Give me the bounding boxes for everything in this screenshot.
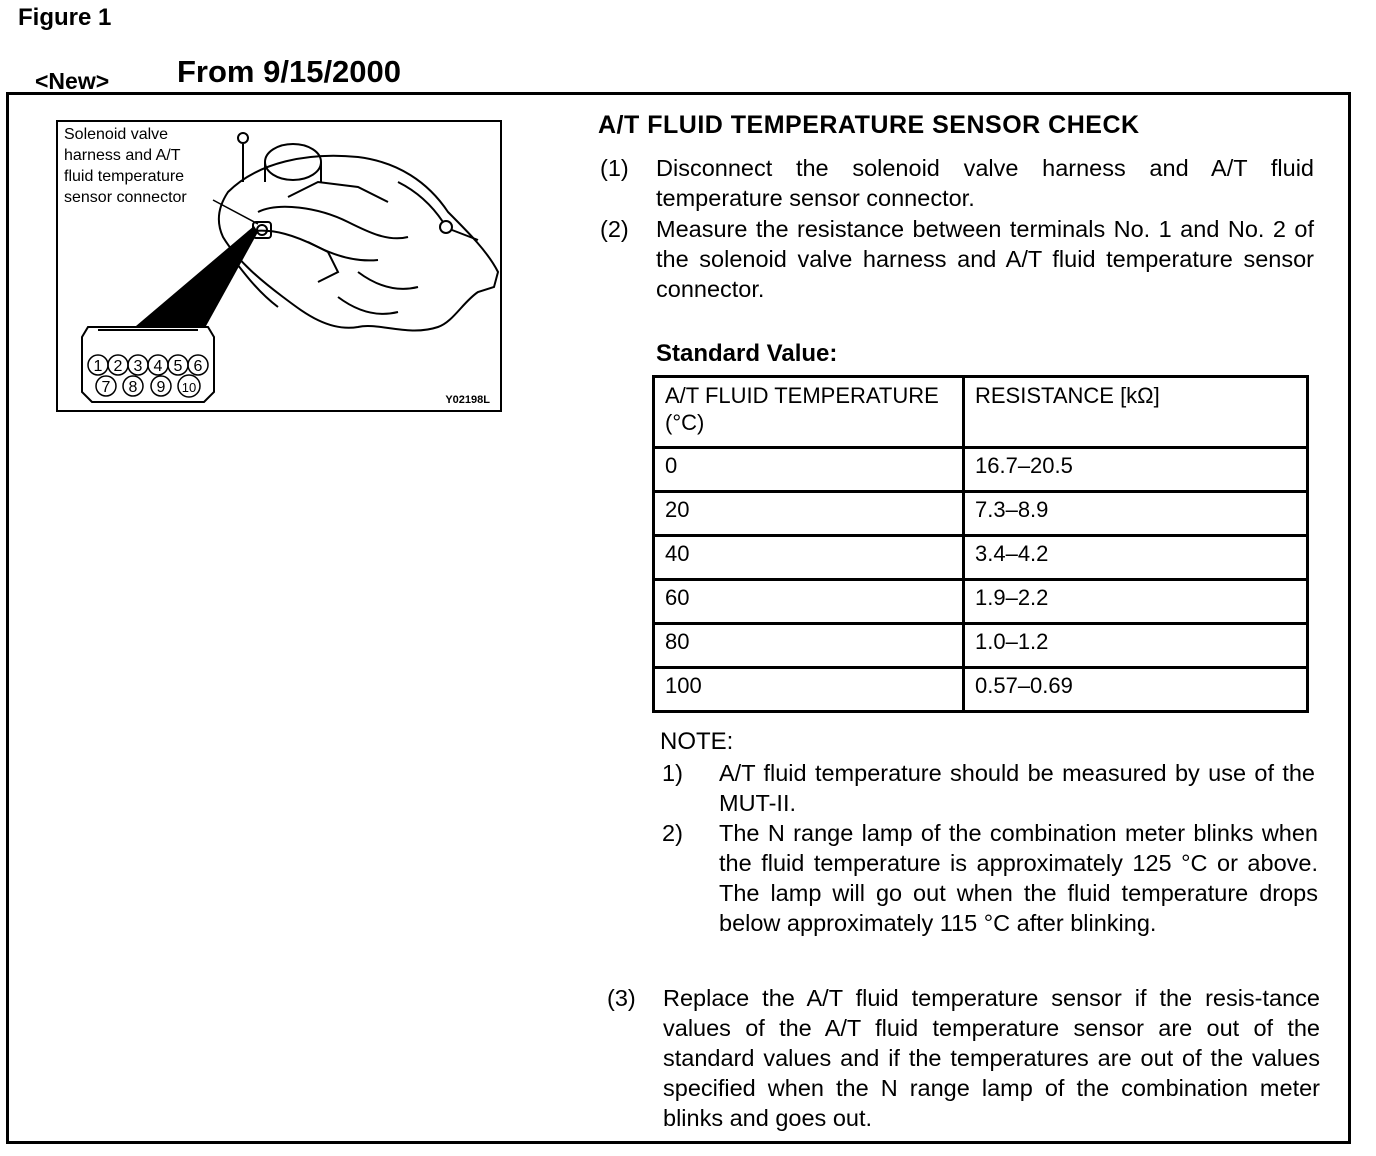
pin-label: 4: [153, 358, 163, 375]
pin-label: 7: [101, 379, 111, 396]
callout-line: Solenoid valve: [64, 126, 169, 143]
column-header-resistance: RESISTANCE [kΩ]: [964, 377, 1308, 448]
temperature-cell: 80: [654, 624, 964, 668]
step-text: Measure the resistance between terminals No. 1 and No. 2 of the solenoid valve harness and A/T fluid temperature sensor connector.: [656, 216, 1314, 302]
table-row: [654, 536, 1308, 580]
standard-value-table: [652, 375, 1309, 713]
figure-code: Y02198L: [445, 394, 490, 406]
resistance-cell: 3.4–4.2: [964, 536, 1308, 580]
resistance-cell: 16.7–20.5: [964, 448, 1308, 492]
procedure-step: [600, 214, 1314, 306]
temperature-cell: 40: [654, 536, 964, 580]
pin-label: 8: [128, 379, 138, 396]
pin-label: 3: [133, 358, 143, 375]
procedure-step: [600, 153, 1314, 215]
table-header-row: [654, 377, 1308, 448]
step-number: (3): [607, 985, 636, 1011]
temperature-cell: 0: [654, 448, 964, 492]
pin-label: 6: [193, 358, 203, 375]
pin-label: 9: [156, 379, 166, 396]
temperature-cell: 60: [654, 580, 964, 624]
resistance-cell: 1.0–1.2: [964, 624, 1308, 668]
pin-label: 10: [181, 380, 197, 395]
new-tag: <New>: [35, 68, 110, 94]
standard-value-label: Standard Value:: [656, 340, 838, 367]
transmission-illustration: [56, 120, 502, 412]
pin-label: 1: [93, 358, 103, 375]
callout-line: harness and A/T: [64, 147, 181, 164]
illustration-callout: [64, 124, 187, 208]
callout-line: fluid temperature: [64, 168, 185, 185]
note-title: NOTE:: [660, 728, 734, 755]
resistance-cell: 0.57–0.69: [964, 668, 1308, 712]
column-header-temperature: A/T FLUID TEMPERATURE (°C): [654, 377, 964, 448]
note-item: [662, 758, 1318, 820]
table-row: [654, 580, 1308, 624]
figure-label: Figure 1: [18, 4, 112, 31]
note-text: A/T fluid temperature should be measured by use of the MUT-II.: [719, 760, 1315, 816]
temperature-cell: 20: [654, 492, 964, 536]
pin-label: 5: [173, 358, 183, 375]
step-number: (1): [600, 155, 629, 181]
note-item: [662, 818, 1318, 970]
callout-line: sensor connector: [64, 189, 187, 206]
resistance-cell: 1.9–2.2: [964, 580, 1308, 624]
note-text: The N range lamp of the combination meter blinks when the fluid temperature is approximately 125 °C or above. The lamp will go out when the fluid temperature drops below approximately 115 °C after blinking.: [719, 820, 1318, 936]
table-row: [654, 492, 1308, 536]
step-text: Disconnect the solenoid valve harness and A/T fluid temperature sensor connector.: [656, 155, 1314, 211]
table-row: [654, 448, 1308, 492]
effective-date: From 9/15/2000: [177, 54, 402, 89]
procedure-title: A/T FLUID TEMPERATURE SENSOR CHECK: [598, 111, 1140, 139]
procedure-step: [607, 983, 1320, 1135]
pin-label: 2: [113, 358, 123, 375]
table-row: [654, 624, 1308, 668]
step-number: (2): [600, 216, 629, 242]
resistance-cell: 7.3–8.9: [964, 492, 1308, 536]
note-number: 2): [662, 820, 683, 846]
temperature-cell: 100: [654, 668, 964, 712]
note-number: 1): [662, 760, 683, 786]
step-text: Replace the A/T fluid temperature sensor if the resis-tance values of the A/T fluid temperature sensor are out of the standard values and if the temperatures are out of the values specified when the N range lamp of the combination meter blinks and goes out.: [663, 985, 1320, 1131]
table-row: [654, 668, 1308, 712]
